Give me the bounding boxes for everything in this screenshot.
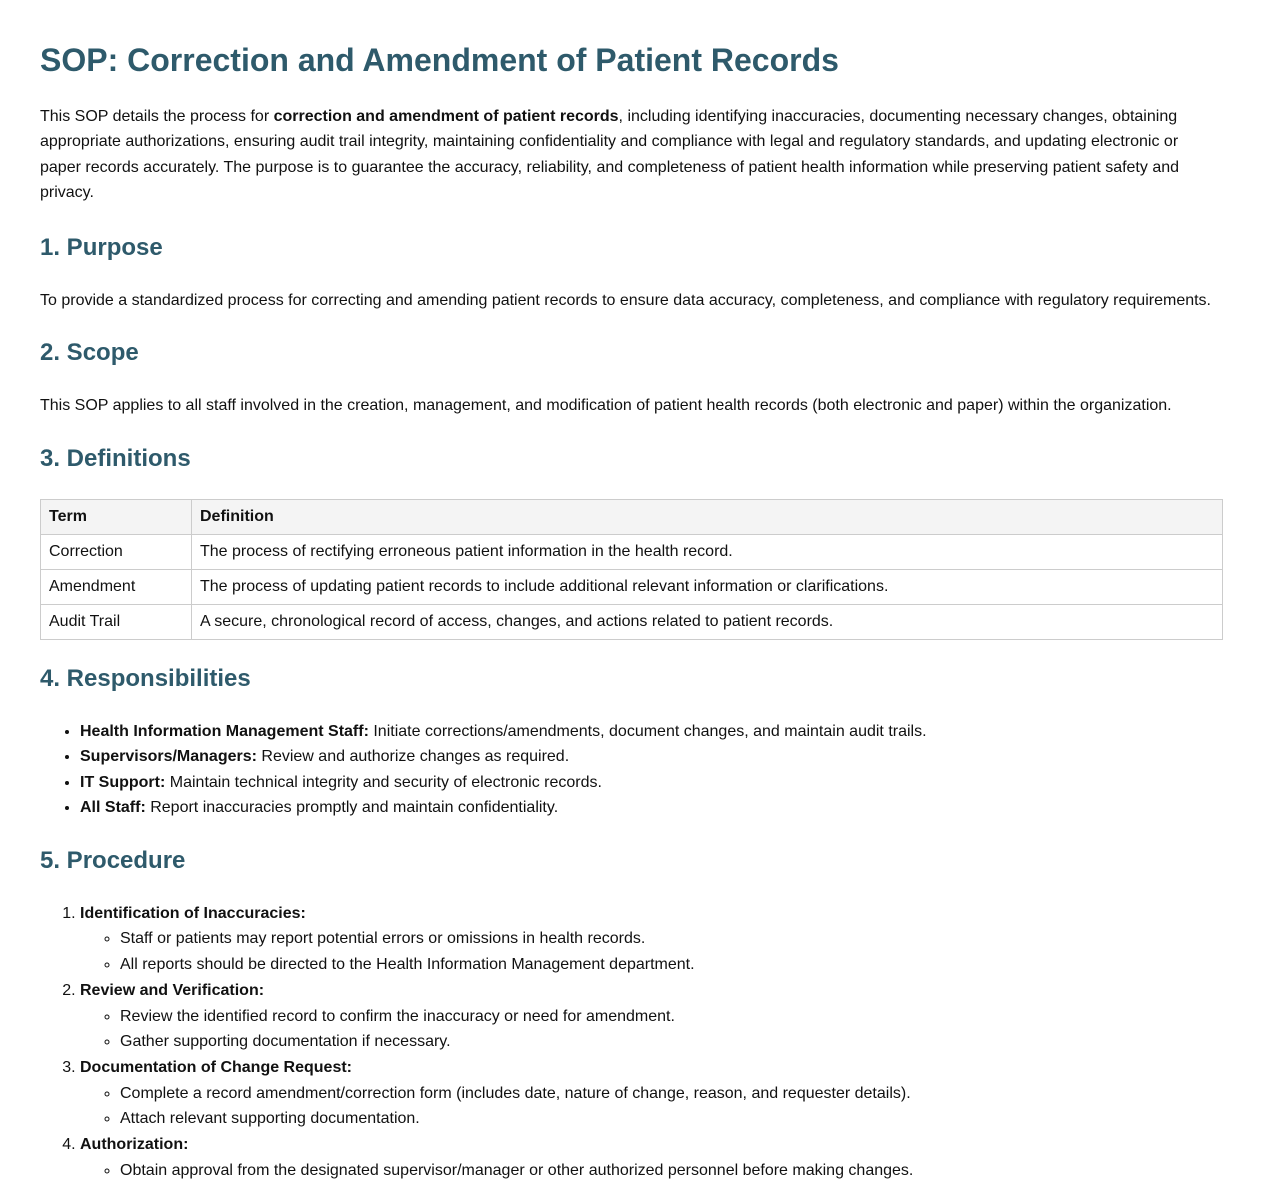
table-row	[41, 535, 1223, 570]
list-item	[80, 744, 1223, 770]
term-cell: Amendment	[41, 570, 192, 605]
term-cell: Audit Trail	[41, 605, 192, 640]
step-title: Documentation of Change Request:	[80, 1059, 353, 1076]
definition-cell: A secure, chronological record of access, changes, and actions related to patient records.	[192, 605, 1223, 640]
procedure-step	[80, 978, 1223, 1055]
table-row	[41, 570, 1223, 605]
procedure-step	[80, 901, 1223, 978]
role-description: Initiate corrections/amendments, document changes, and maintain audit trails.	[368, 722, 927, 740]
substep-item: ◦ Complete a record amendment/correction form (includes date, nature of change, reason, and requester details).	[120, 1081, 1223, 1107]
definition-cell: The process of rectifying erroneous patient information in the health record.	[192, 535, 1223, 570]
role-label: Health Information Management Staff:	[80, 722, 369, 740]
step-title: Authorization:	[80, 1136, 189, 1154]
role-label: All Staff:	[80, 799, 146, 817]
procedure-list	[40, 901, 1223, 1184]
intro-text-before: This SOP details the process for	[40, 107, 274, 125]
substep-item: ◦ Attach relevant supporting documentation.	[120, 1106, 1223, 1132]
substep-item: ◦ Obtain approval from the designated supervisor/manager or other authorized personnel before making changes.	[120, 1158, 1223, 1184]
step-substeps	[80, 926, 1223, 977]
purpose-text: To provide a standardized process for correcting and amending patient records to ensure data accuracy, completeness, and compliance with regulatory requirements.	[40, 291, 1211, 309]
list-item	[80, 795, 1223, 821]
definition-cell: The process of updating patient records to include additional relevant information or clarifications.	[192, 570, 1223, 605]
role-label: IT Support:	[80, 773, 166, 791]
column-header-definition: Definition	[192, 500, 1223, 535]
procedure-step	[80, 1132, 1223, 1183]
role-description: Report inaccuracies promptly and maintain confidentiality.	[145, 799, 559, 817]
step-substeps	[80, 1004, 1223, 1055]
page-title: SOP: Correction and Amendment of Patient Records	[40, 42, 839, 78]
step-title: Identification of Inaccuracies:	[80, 904, 306, 922]
role-description: Maintain technical integrity and security of electronic records.	[165, 773, 602, 791]
role-description: Review and authorize changes as required.	[256, 748, 570, 766]
intro-text-bold: correction and amendment of patient records	[273, 107, 619, 125]
substep-item: ◦ Staff or patients may report potential errors or omissions in health records.	[120, 926, 1223, 952]
list-item	[80, 719, 1223, 745]
intro-paragraph	[40, 104, 1223, 206]
column-header-term: Term	[41, 500, 192, 535]
definitions-heading: 3. Definitions	[40, 445, 191, 473]
procedure-heading: 5. Procedure	[40, 846, 186, 874]
responsibilities-list	[40, 719, 1223, 821]
substep-item: ◦ Gather supporting documentation if necessary.	[120, 1029, 1223, 1055]
procedure-step	[80, 1055, 1223, 1132]
definitions-table	[40, 499, 1223, 640]
substep-item: ◦ All reports should be directed to the Health Information Management department.	[120, 952, 1223, 978]
table-row	[41, 605, 1223, 640]
responsibilities-heading: 4. Responsibilities	[40, 665, 251, 693]
term-cell: Correction	[41, 535, 192, 570]
substep-item: ◦ Review the identified record to confirm the inaccuracy or need for amendment.	[120, 1004, 1223, 1030]
list-item	[80, 770, 1223, 796]
table-header-row	[41, 500, 1223, 535]
step-title: Review and Verification:	[80, 981, 265, 999]
intro-text-after: , including identifying inaccuracies, documenting necessary changes, obtaining appropriate authorizations, ensuring audit trail integrity, maintaining confidentiality and compliance with legal and regulatory standards, and updating electronic or paper records accurately. The purpose is to guarantee the accuracy, reliability, and completeness of patient health information while preserving patient safety and privacy.	[40, 107, 1180, 202]
role-label: Supervisors/Managers:	[80, 748, 257, 766]
purpose-heading: 1. Purpose	[40, 233, 163, 261]
step-substeps	[80, 1158, 1223, 1184]
scope-heading: 2. Scope	[40, 339, 139, 367]
scope-text: This SOP applies to all staff involved in the creation, management, and modification of patient health records (both electronic and paper) within the organization.	[40, 396, 1172, 414]
step-substeps	[80, 1081, 1223, 1132]
